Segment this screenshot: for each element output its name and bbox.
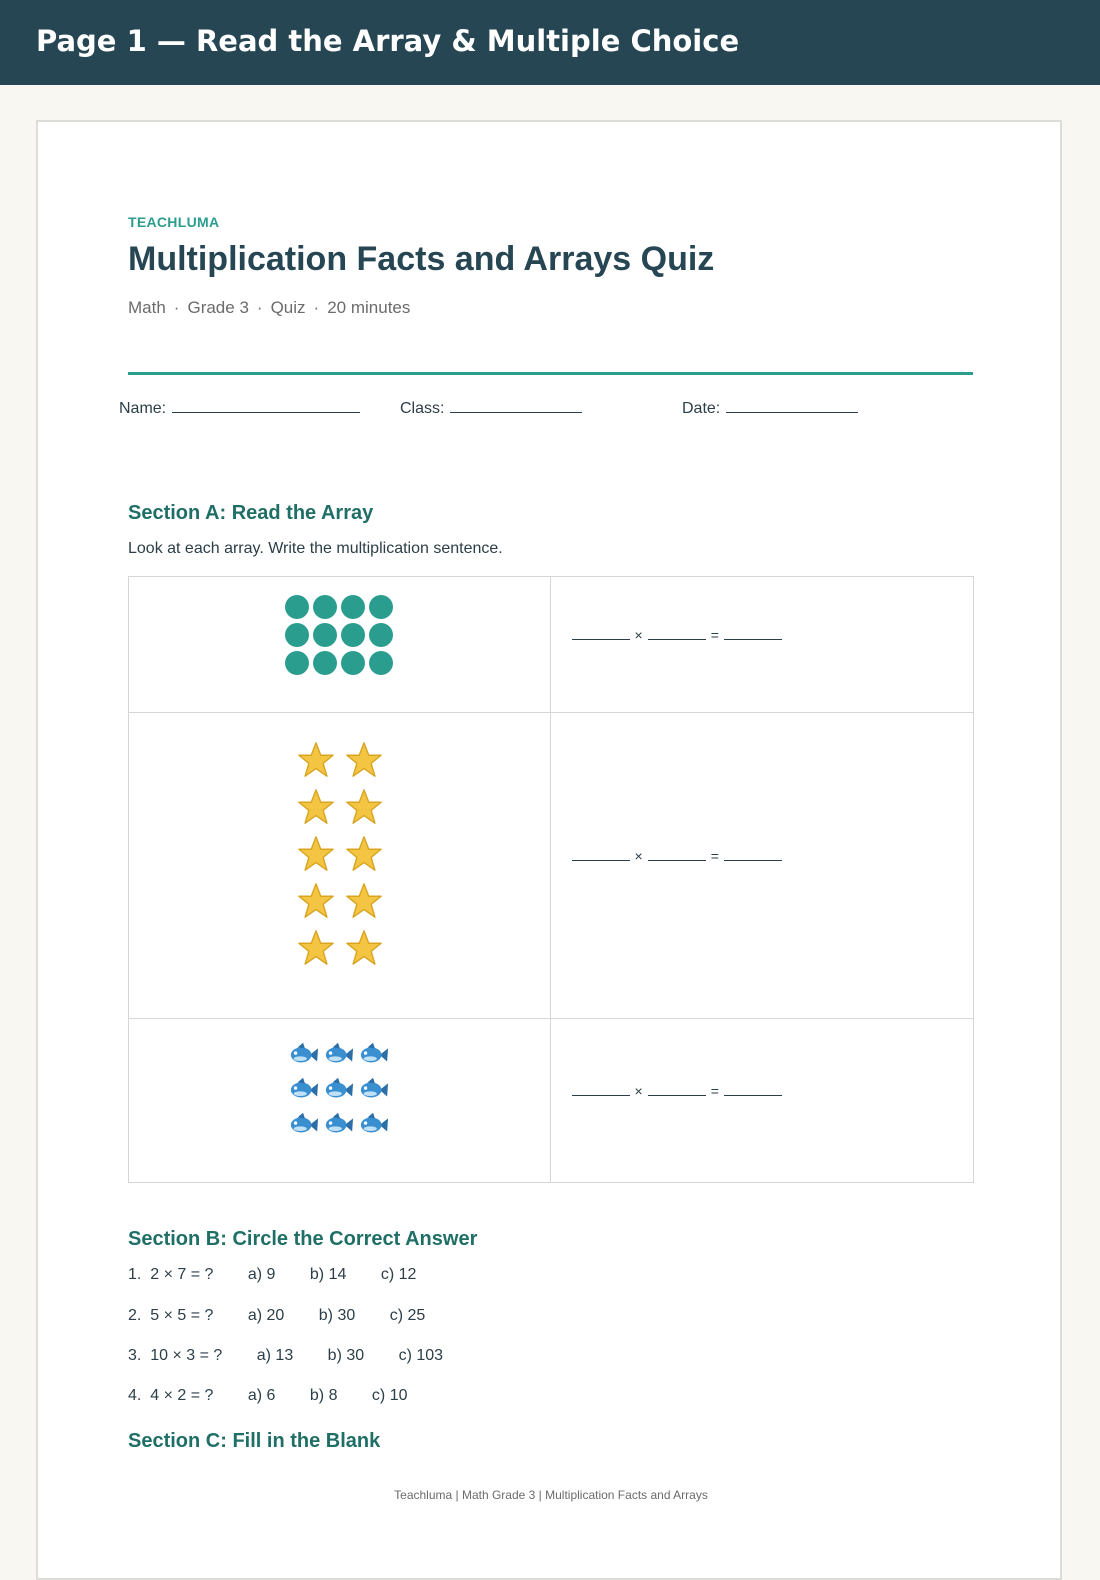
quiz-meta [128, 298, 410, 318]
table-row [129, 713, 974, 1019]
meta-grade: Grade 3 [187, 298, 249, 317]
question-number: 3. [128, 1347, 142, 1364]
array-cell [129, 1019, 551, 1183]
array-cell [129, 713, 551, 1019]
name-field[interactable] [119, 398, 360, 418]
section-a-instruction: Look at each array. Write the multiplication sentence. [128, 540, 503, 557]
fish-icon [359, 1076, 389, 1102]
answer-option[interactable]: c) 10 [371, 1387, 408, 1404]
question-4 [128, 1387, 408, 1405]
page-header-bar [0, 0, 1100, 85]
question-prompt: 2 × 7 = ? [150, 1266, 214, 1283]
array-cell [129, 577, 551, 713]
question-number: 4. [128, 1387, 142, 1404]
answer-cell [550, 1019, 974, 1183]
answer-option[interactable]: c) 103 [398, 1347, 444, 1364]
date-label: Date: [682, 400, 721, 417]
title-divider [128, 372, 973, 375]
answer-option[interactable]: b) 8 [309, 1387, 338, 1404]
question-1 [128, 1266, 416, 1284]
answer-option[interactable]: c) 25 [389, 1307, 426, 1324]
multiplication-sentence[interactable] [572, 627, 782, 643]
meta-separator: · [173, 298, 180, 317]
meta-type: Quiz [270, 298, 306, 317]
answer-option[interactable]: a) 13 [256, 1347, 294, 1364]
times-sign: × [634, 848, 643, 864]
teal-dot-icon [285, 651, 309, 675]
answer-cell [550, 577, 974, 713]
page-header-title: Page 1 — Read the Array & Multiple Choice [36, 24, 740, 58]
star-icon [297, 882, 335, 920]
star-icon [345, 929, 383, 967]
star-icon [345, 741, 383, 779]
quiz-title: Multiplication Facts and Arrays Quiz [128, 240, 715, 278]
meta-separator: · [313, 298, 320, 317]
teal-dot-icon [313, 651, 337, 675]
fish-icon [324, 1041, 354, 1067]
meta-subject: Math [128, 298, 166, 317]
brand-label: TEACHLUMA [128, 214, 220, 230]
name-blank-line[interactable] [172, 398, 360, 413]
teal-dot-icon [369, 595, 393, 619]
answer-option[interactable]: c) 12 [380, 1266, 417, 1283]
class-field[interactable] [400, 398, 582, 418]
meta-separator: · [256, 298, 263, 317]
question-prompt: 10 × 3 = ? [150, 1347, 223, 1364]
product-blank[interactable] [724, 629, 782, 640]
factor-blank[interactable] [572, 629, 630, 640]
answer-option[interactable]: a) 20 [247, 1307, 285, 1324]
answer-option[interactable]: b) 14 [309, 1266, 347, 1283]
question-prompt: 5 × 5 = ? [150, 1307, 214, 1324]
star-icon [297, 929, 335, 967]
question-3 [128, 1347, 443, 1365]
factor-blank[interactable] [572, 850, 630, 861]
times-sign: × [634, 627, 643, 643]
teal-dot-icon [341, 595, 365, 619]
product-blank[interactable] [724, 850, 782, 861]
product-blank[interactable] [724, 1085, 782, 1096]
class-blank-line[interactable] [450, 398, 582, 413]
teal-dot-icon [341, 651, 365, 675]
fish-icon [289, 1111, 319, 1137]
fish-icon [359, 1111, 389, 1137]
fish-icon [324, 1076, 354, 1102]
fish-icon [324, 1111, 354, 1137]
answer-cell [550, 713, 974, 1019]
teal-dot-icon [369, 623, 393, 647]
star-icon [297, 788, 335, 826]
teal-dot-icon [341, 623, 365, 647]
question-number: 1. [128, 1266, 142, 1283]
multiplication-sentence[interactable] [572, 848, 782, 864]
section-c-heading: Section C: Fill in the Blank [128, 1430, 381, 1452]
multiplication-sentence[interactable] [572, 1083, 782, 1099]
teal-dot-icon [313, 595, 337, 619]
fish-icon [359, 1041, 389, 1067]
question-number: 2. [128, 1307, 142, 1324]
teal-dot-icon [285, 595, 309, 619]
teal-dot-icon [285, 623, 309, 647]
answer-option[interactable]: b) 30 [318, 1307, 356, 1324]
factor-blank[interactable] [572, 1085, 630, 1096]
section-a-heading: Section A: Read the Array [128, 502, 374, 524]
answer-option[interactable]: a) 6 [247, 1387, 276, 1404]
answer-option[interactable]: b) 30 [327, 1347, 365, 1364]
factor-blank[interactable] [648, 1085, 706, 1096]
teal-dot-icon [313, 623, 337, 647]
page-footer: Teachluma | Math Grade 3 | Multiplication Facts and Arrays [394, 1488, 708, 1502]
date-blank-line[interactable] [726, 398, 858, 413]
section-b-heading: Section B: Circle the Correct Answer [128, 1228, 478, 1250]
star-icon [345, 788, 383, 826]
factor-blank[interactable] [648, 850, 706, 861]
fish-icon [289, 1041, 319, 1067]
array-table [128, 576, 974, 1183]
class-label: Class: [400, 400, 445, 417]
date-field[interactable] [682, 398, 858, 418]
question-prompt: 4 × 2 = ? [150, 1387, 214, 1404]
star-icon [297, 741, 335, 779]
times-sign: × [634, 1083, 643, 1099]
fish-icon [289, 1076, 319, 1102]
meta-duration: 20 minutes [327, 298, 411, 317]
star-icon [297, 835, 335, 873]
worksheet-page [36, 120, 1062, 1580]
equals-sign: = [710, 627, 719, 643]
table-row [129, 577, 974, 713]
answer-option[interactable]: a) 9 [247, 1266, 276, 1283]
teal-dot-icon [369, 651, 393, 675]
table-row [129, 1019, 974, 1183]
name-label: Name: [119, 400, 167, 417]
factor-blank[interactable] [648, 629, 706, 640]
equals-sign: = [710, 1083, 719, 1099]
question-2 [128, 1307, 425, 1325]
star-icon [345, 835, 383, 873]
equals-sign: = [710, 848, 719, 864]
star-icon [345, 882, 383, 920]
